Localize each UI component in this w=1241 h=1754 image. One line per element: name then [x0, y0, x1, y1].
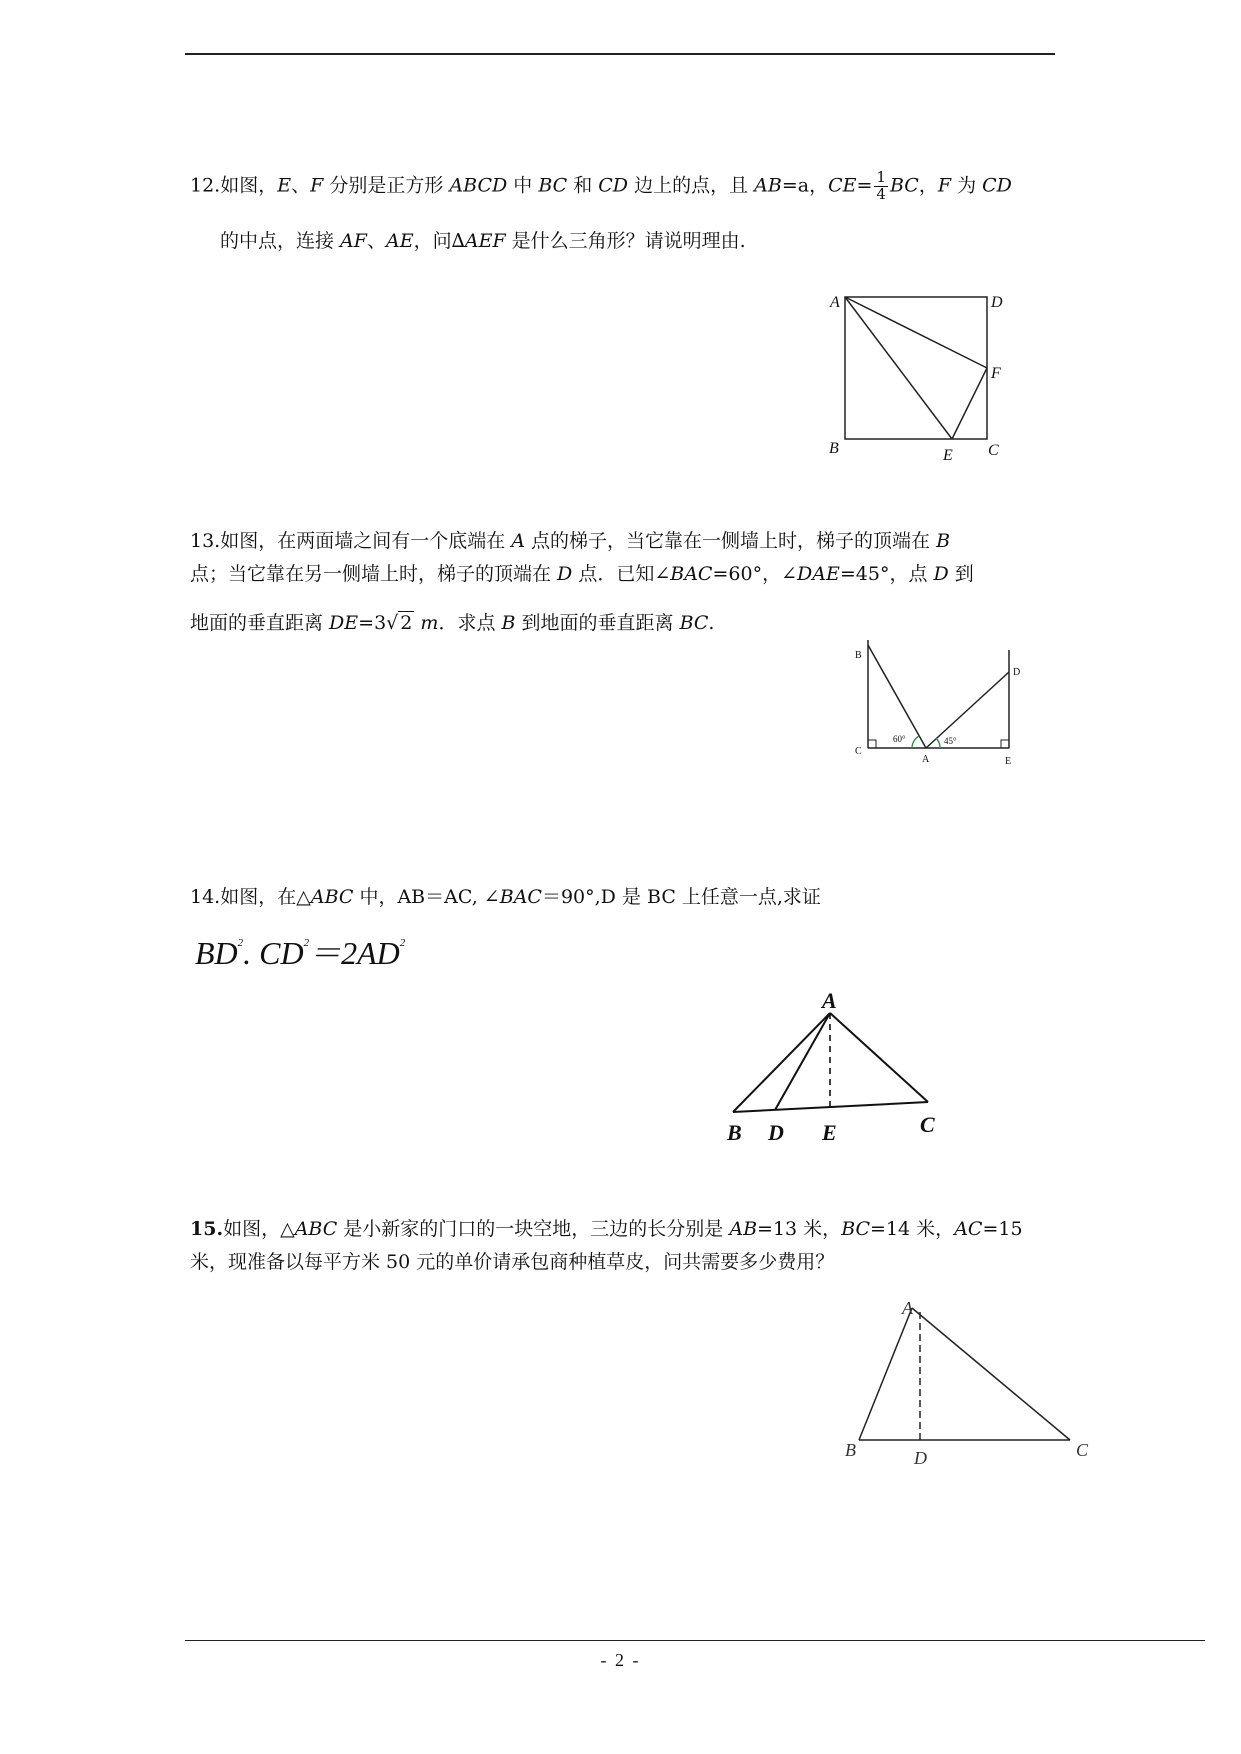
fig13-angle-60: 60°: [893, 734, 906, 744]
figure-13-ladder: [840, 630, 1030, 770]
problem-14-line-1: 14.如图，在△ABC 中，AB＝AC, ∠BAC＝90°,D 是 BC 上任意一点,求证: [190, 886, 821, 908]
footer-rule: [185, 1640, 1205, 1641]
fig15-label-A: A: [902, 1298, 913, 1318]
fig13-label-C: C: [855, 746, 862, 757]
fig14-label-E: E: [822, 1120, 837, 1145]
fig14-label-A: A: [822, 988, 837, 1013]
fig12-label-C: C: [988, 442, 999, 459]
fig12-label-B: B: [829, 440, 839, 457]
page-number: - 2 -: [600, 1650, 641, 1670]
figure-15-triangle: [830, 1285, 1090, 1470]
problem-15-line-1: 15.如图，△ABC 是小新家的门口的一块空地，三边的长分别是 AB=13 米，BC=14 米，AC=15: [190, 1218, 1023, 1240]
figure-14-triangle: [715, 985, 955, 1145]
problem-13-line-2: 点；当它靠在另一侧墙上时，梯子的顶端在 D 点．已知∠BAC=60°，∠DAE=45°，点 D 到: [190, 563, 974, 585]
sqrt-two: √ 2: [386, 612, 413, 634]
fig13-label-E: E: [1005, 756, 1012, 767]
fig15-label-B: B: [845, 1440, 856, 1460]
problem-15-line-2: 米，现准备以每平方米 50 元的单价请承包商种植草皮，问共需要多少费用？: [190, 1251, 835, 1273]
problem-12-line-1: 12.如图，E、F 分别是正方形 ABCD 中 BC 和 CD 边上的点，且 AB=a，CE= $\frac{1}{4}$ BC，F 为 CD: [190, 168, 1012, 203]
problem-13-line-1: 13.如图，在两面墙之间有一个底端在 A 点的梯子，当它靠在一侧墙上时，梯子的顶端在 B: [190, 530, 951, 552]
figure-12-square: [820, 280, 1020, 470]
fig13-label-D: D: [1013, 667, 1021, 678]
fig12-label-F: F: [991, 365, 1001, 382]
fig14-label-D: D: [768, 1120, 784, 1145]
fraction-one-quarter: $\frac{1}{4}$: [876, 168, 886, 203]
problem-14-formula: $BD^2$. $CD^2=2AD^2$: [195, 935, 406, 971]
fig15-label-C: C: [1076, 1440, 1089, 1460]
fig15-label-D: D: [914, 1448, 927, 1468]
problem-13-line-3: 地面的垂直距离 DE=3√ 2 m．求点 B 到地面的垂直距离 BC.: [190, 612, 715, 634]
fig12-label-A: A: [830, 294, 840, 311]
fig13-angle-45: 45°: [944, 736, 957, 746]
problem-12-line-2: 的中点，连接 AF、AE，问∆AEF 是什么三角形？请说明理由.: [220, 230, 746, 252]
fig12-label-D: D: [991, 294, 1003, 311]
fig14-label-C: C: [920, 1112, 935, 1137]
fig13-label-B: B: [855, 650, 862, 661]
fig14-label-B: B: [727, 1120, 742, 1145]
fig12-label-E: E: [943, 447, 953, 464]
header-rule: [185, 53, 1055, 55]
fig13-label-A: A: [922, 754, 930, 765]
